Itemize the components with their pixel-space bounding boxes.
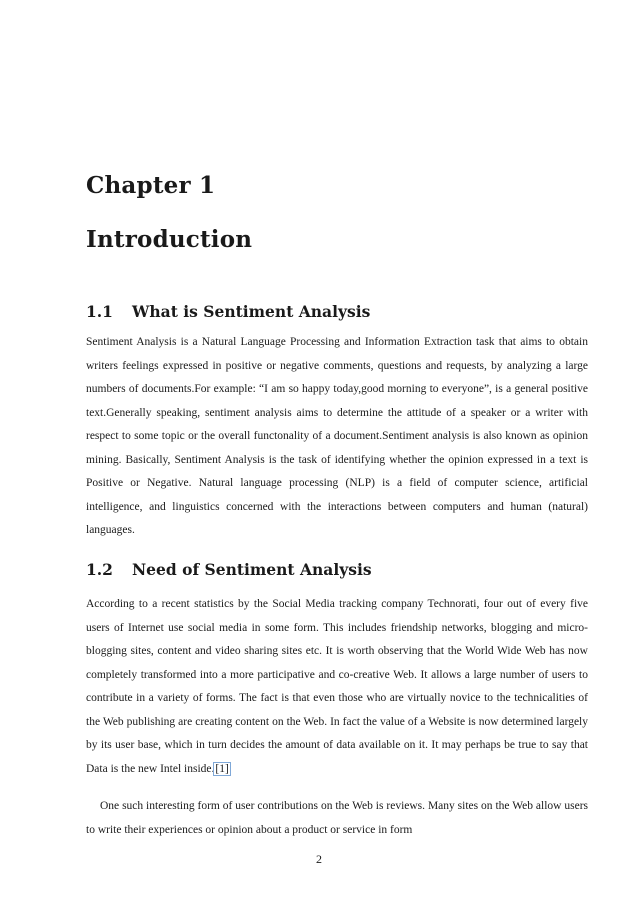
section-number: 1.1 [86, 302, 113, 321]
paragraph-user-reviews: One such interesting form of user contributions on the Web is reviews. Many sites on the Web allow users to write their experiences or opinion about a product or service in form [86, 800, 588, 836]
section-number: 1.2 [86, 560, 113, 579]
paragraph-sentiment-definition: Sentiment Analysis is a Natural Language Processing and Information Extraction task that aims to obtain writers feelings expressed in positive or negative comments, questions and requests, by analyzing a large numbers of documents.For example: “I am so happy today,good morning to everyone”, is a general positive text.Generally speaking, sentiment analysis aims to determine the attitude of a speaker or a writer with respect to some topic or the overall functonality of a document.Sentiment analysis is also known as opinion mining. Basically, Sentiment Analysis is the task of identifying whether the opinion expressed in a text is Positive or Negative. Natural language processing (NLP) is a field of computer science, artificial intelligence, and linguistics concerned with the interactions between computers and human (natural) languages. [86, 336, 588, 536]
paragraph-need-of-sentiment [86, 593, 588, 781]
section-heading-1-1 [86, 302, 370, 321]
page-number: 2 [316, 852, 322, 866]
chapter-title: Introduction [86, 226, 253, 253]
section-title: Need of Sentiment Analysis [132, 560, 372, 579]
citation-link[interactable]: [1] [215, 762, 229, 775]
section-title: What is Sentiment Analysis [132, 302, 371, 321]
section-heading-1-2 [86, 560, 372, 579]
chapter-label: Chapter 1 [86, 172, 216, 199]
paragraph-text: According to a recent statistics by the Social Media tracking company Technorati, four out of every five users of Internet use social media in some form. This includes friendship networks, blogging and micro-blogging sites, content and video sharing sites etc. It is worth observing that the World Wide Web has now completely transformed into a more participative and co-creative Web. It allows a large number of users to contribute in a variety of forms. The fact is that even those who are virtually novice to the technicalities of the Web publishing are creating content on the Web. In fact the value of a Website is now determined largely by its user base, which in turn decides the amount of data available on it. It may perhaps be true to say that Data is the new Intel inside. [86, 598, 588, 775]
